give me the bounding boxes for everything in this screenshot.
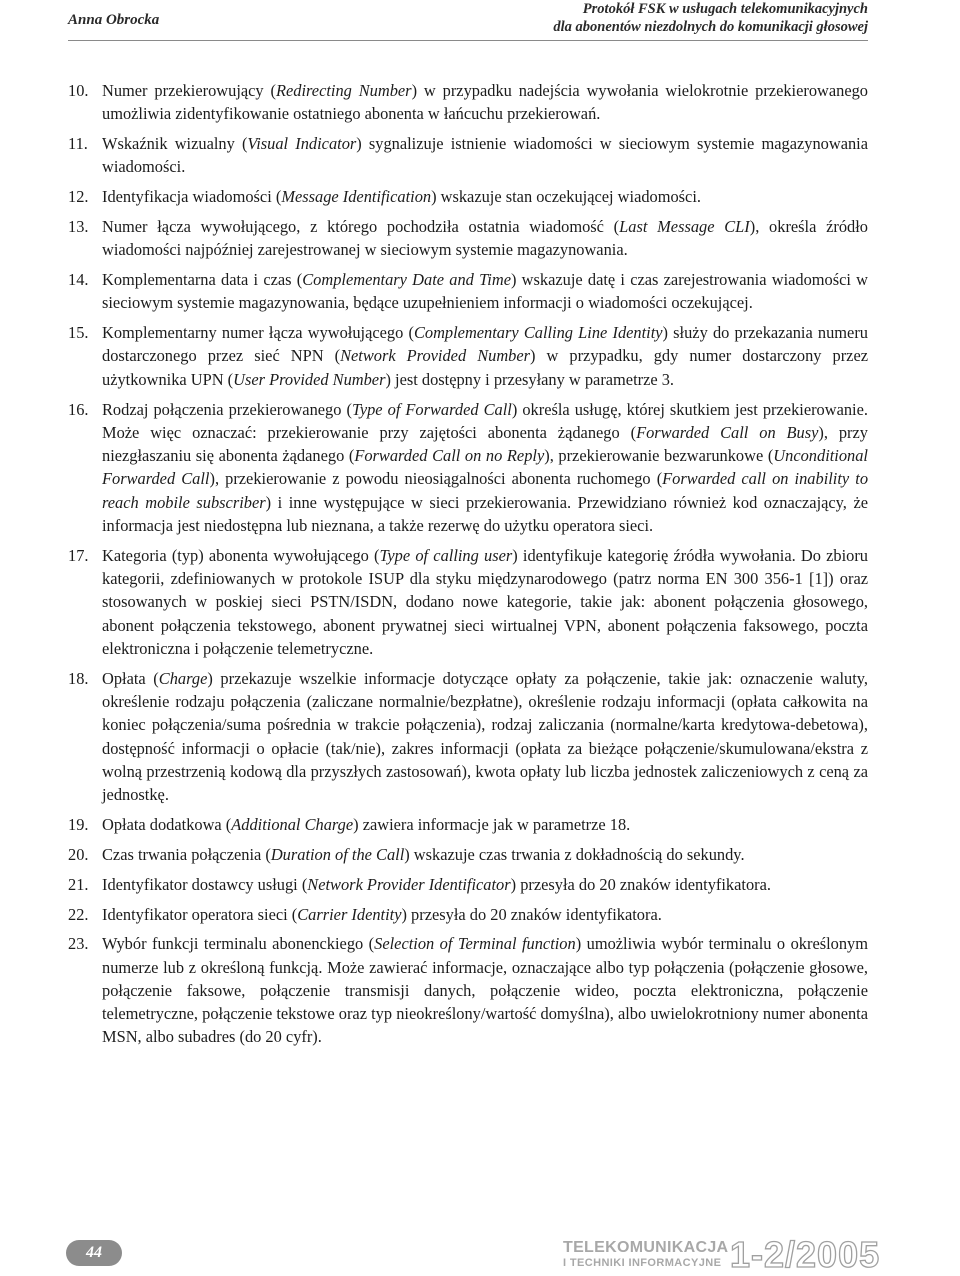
english-term: Network Provided Number xyxy=(340,346,531,366)
list-item xyxy=(68,813,868,836)
text-run: ) określa usługę, której skutkiem jest przekierowanie. Może więc oznaczać: przekierowanie przy zajętości abonenta żądanego ( xyxy=(102,399,868,442)
journal-name xyxy=(563,1240,728,1271)
list-item xyxy=(68,398,868,538)
list-item-number: 13. xyxy=(68,216,89,236)
list-item xyxy=(68,667,868,807)
running-header-title-line-2: dla abonentów niezdolnych do komunikacji głosowej xyxy=(553,19,868,35)
text-run: ) w przypadku nadejścia wywołania wielokrotnie przekierowanego umożliwia zidentyfikowanie ostatniego abonenta w łańcuchu przekierowań. xyxy=(102,81,869,124)
text-run: Rodzaj połączenia przekierowanego ( xyxy=(102,399,352,419)
text-run: ), określa źródło wiadomości najpóźniej zarejestrowanej w sieciowym systemie magazynowania. xyxy=(102,216,868,260)
english-term: Last Message CLI xyxy=(619,216,750,236)
text-run: ) wskazuje czas trwania z dokładnością do sekundy. xyxy=(404,844,745,864)
list-item-number: 15. xyxy=(68,323,89,343)
english-term: Carrier Identity xyxy=(297,904,402,924)
english-term: Visual Indicator xyxy=(247,134,357,154)
list-item-number: 16. xyxy=(68,399,89,419)
text-run: Komplementarny numer łącza wywołującego ( xyxy=(102,323,414,343)
list-item xyxy=(68,215,868,262)
text-run: Wskaźnik wizualny ( xyxy=(102,134,248,154)
english-term: Message Identification xyxy=(281,187,432,207)
text-run: Identyfikacja wiadomości ( xyxy=(102,187,282,207)
text-run: Identyfikator operatora sieci ( xyxy=(102,904,298,924)
text-run: ), przekierowanie z powodu nieosiągalności abonenta ruchomego ( xyxy=(209,469,663,489)
text-run: ) wskazuje datę i czas zarejestrowania wiadomości w sieciowym systemie magazynowania, będące uzupełnieniem informacji o wiadomości oczekującej. xyxy=(102,270,869,313)
text-run: ) wskazuje stan oczekującej wiadomości. xyxy=(431,187,701,207)
list-item-text xyxy=(102,185,868,208)
text-run: Czas trwania połączenia ( xyxy=(102,844,271,864)
journal-name-line-1: TELEKOMUNIKACJA xyxy=(563,1239,729,1256)
page-number: 44 xyxy=(66,1240,122,1266)
text-run: ), przekierowanie bezwarunkowe ( xyxy=(544,446,774,466)
english-term: User Provided Number xyxy=(233,369,386,389)
list-item-text xyxy=(102,79,868,126)
english-term: Forwarded Call on Busy xyxy=(636,422,819,442)
text-run: ) umożliwia wybór terminalu o określonym numerze lub z określoną funkcją. Może zawierać informacje, oznaczające albo typ połączenia (połączenie głosowe, połączenie faksowe, połączenie transmisji danych, połączenie wideo, poczta elektroniczna, połączenie telemetryczne, połączenie tekstowe oraz typ nieokreślony/wartość domyślna), albo uwielokrotniony numer abonenta MSN, albo subadres (do 20 cyfr). xyxy=(102,934,868,1047)
text-run: ) przesyła do 20 znaków identyfikatora. xyxy=(510,874,771,894)
list-item-number: 11. xyxy=(68,134,88,154)
english-term: Complementary Calling Line Identity xyxy=(413,323,663,343)
list-item-number: 12. xyxy=(68,187,89,207)
running-header-title-line-1: Protokół FSK w usługach telekomunikacyjnych xyxy=(582,1,868,17)
list-item-text xyxy=(102,544,868,660)
english-term: Complementary Date and Time xyxy=(302,270,511,290)
text-run: Numer łącza wywołującego, z którego pochodziła ostatnia wiadomość ( xyxy=(102,216,620,236)
text-run: Opłata dodatkowa ( xyxy=(102,815,232,835)
list-item xyxy=(68,903,868,926)
running-header-author: Anna Obrocka xyxy=(68,12,160,28)
list-item-text xyxy=(102,903,868,926)
parameter-list xyxy=(68,79,868,1055)
list-item-text xyxy=(102,813,868,836)
list-item xyxy=(68,268,868,315)
list-item xyxy=(68,321,868,391)
list-item-number: 21. xyxy=(68,874,89,894)
running-header-title xyxy=(553,0,868,36)
text-run: ) zawiera informacje jak w parametrze 18. xyxy=(353,815,631,835)
list-item-number: 17. xyxy=(68,545,89,565)
list-item xyxy=(68,932,868,1048)
english-term: Charge xyxy=(158,668,208,688)
english-term: Additional Charge xyxy=(231,815,354,835)
english-term: Redirecting Number xyxy=(275,81,412,100)
text-run: ) przekazuje wszelkie informacje dotyczące opłaty za połączenie, takie jak: oznaczenie waluty, określenie rodzaju połączenia (zaliczane normalnie/bezpłatne), określenie rodzaju informacji (opłata całkowita na koniec połączenia/suma pośrednia w trakcie połączenia), rodzaj zaliczania (normalne/karta kredytowa-debetowa), dostępność informacji o opłacie (tak/nie), zakres informacji (opłata za bieżące połączenie/skumulowana/ekstra z wolną przestrzenią kodową dla przyszłych zastosowań), kwota opłaty lub liczba jednostek zaliczeniowych z ceną za jednostkę. xyxy=(102,668,869,805)
list-item-text xyxy=(102,843,868,866)
text-run: ) przesyła do 20 znaków identyfikatora. xyxy=(401,904,662,924)
english-term: Type of Forwarded Call xyxy=(351,399,512,419)
list-item xyxy=(68,185,868,208)
english-term: Network Provider Identificator xyxy=(307,874,511,894)
list-item xyxy=(68,132,868,179)
list-item xyxy=(68,79,868,126)
text-run: ) jest dostępny i przesyłany w parametrze 3. xyxy=(385,369,675,389)
list-item-text xyxy=(102,268,868,315)
list-item-number: 10. xyxy=(68,81,89,100)
list-item-number: 22. xyxy=(68,904,89,924)
text-run: Wybór funkcji terminalu abonenckiego ( xyxy=(102,934,375,954)
list-item-number: 14. xyxy=(68,270,89,290)
text-run: Numer przekierowujący ( xyxy=(102,81,276,100)
text-run: Opłata ( xyxy=(102,668,159,688)
text-run: Komplementarna data i czas ( xyxy=(102,270,303,290)
list-item-text xyxy=(102,667,868,807)
list-item-text xyxy=(102,215,868,262)
header-divider xyxy=(68,40,868,41)
list-item-number: 19. xyxy=(68,815,89,835)
text-run: Identyfikator dostawcy usługi ( xyxy=(102,874,308,894)
english-term: Unconditional Forwarded Call xyxy=(102,446,868,489)
page-footer xyxy=(0,1234,960,1275)
english-term: Forwarded call on inability to reach mobile subscriber xyxy=(102,469,869,512)
list-item-text xyxy=(102,873,868,896)
text-run: ) w przypadku, gdy numer dostarczony przez użytkownika UPN ( xyxy=(102,346,869,389)
english-term: Type of calling user xyxy=(379,545,513,565)
list-item-number: 18. xyxy=(68,668,89,688)
text-run: Kategoria (typ) abonenta wywołującego ( xyxy=(102,545,380,565)
list-item-text xyxy=(102,132,868,179)
issue-number: 1-2/2005 xyxy=(730,1234,881,1275)
list-item-text xyxy=(102,932,868,1048)
text-run: ) identyfikuje kategorię źródła wywołania. Do zbioru kategorii, zdefiniowanych w protokole ISUP dla styku międzynarodowego (patrz norma EN 300 356-1 [1]) oraz stosowanych w poskiej sieci PSTN/ISDN, dodano nowe kategorie, takie jak: abonent połączenia głosowego, abonent połączenia tekstowego, abonent prywatnej sieci wirtualnej VPN, abonent połączenia faksowego, poczta elektroniczna i połączenie telemetryczne. xyxy=(102,545,869,659)
list-item-text xyxy=(102,398,868,538)
list-item xyxy=(68,873,868,896)
text-run: ) i inne występujące w sieci przekierowania. Przewidziano również kod oznaczający, że informacja jest niedostępna lub nieznana, a także rezerwę do użytku operatora sieci. xyxy=(102,492,868,536)
text-run: ) służy do przekazania numeru dostarczonego przez sieć NPN ( xyxy=(102,323,868,366)
list-item xyxy=(68,843,868,866)
english-term: Duration of the Call xyxy=(270,844,405,864)
english-term: Forwarded Call on no Reply xyxy=(354,446,545,466)
english-term: Selection of Terminal function xyxy=(374,934,576,954)
list-item-number: 23. xyxy=(68,934,89,954)
list-item-number: 20. xyxy=(68,844,89,864)
text-run: ) sygnalizuje istnienie wiadomości w sieciowym systemie magazynowania wiadomości. xyxy=(102,134,868,177)
text-run: ), przy niezgłaszaniu się abonenta żądanego ( xyxy=(102,422,868,466)
journal-name-line-2: I TECHNIKI INFORMACYJNE xyxy=(563,1257,722,1269)
list-item xyxy=(68,544,868,660)
list-item-text xyxy=(102,321,868,391)
